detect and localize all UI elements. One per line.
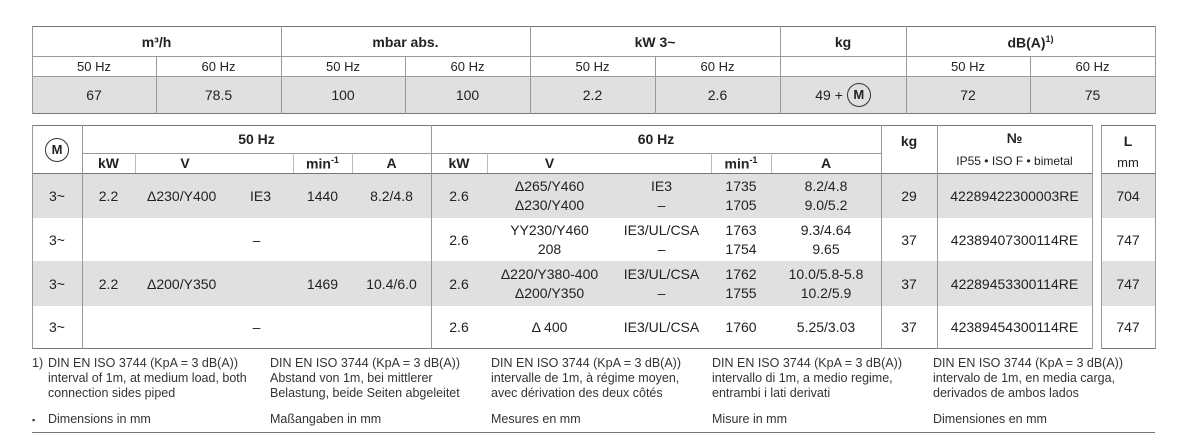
length-cell: 747 xyxy=(1116,319,1140,335)
a60-cell: 10.2/5.9 xyxy=(800,285,852,301)
header-power: kW 3~ xyxy=(634,34,676,50)
bottom-divider xyxy=(32,432,1155,433)
part-number-cell: 42289453300114RE xyxy=(950,276,1079,292)
v60-cell: Δ 400 xyxy=(531,319,568,335)
footnote-english: DIN EN ISO 3744 (KpA = 3 dB(A)) interval of 1m, at medium load, both connection sides piped xyxy=(48,356,247,400)
a60-cell: 8.2/4.8 xyxy=(804,178,848,194)
dash50-cell: – xyxy=(252,319,261,335)
freq-label: 50 Hz xyxy=(575,59,610,74)
dimensions-french: Mesures en mm xyxy=(491,412,581,426)
header-length: L xyxy=(1123,133,1133,149)
header-flow: m³/h xyxy=(141,34,172,50)
kw60-cell: 2.6 xyxy=(449,319,469,335)
footnote-italian: DIN EN ISO 3744 (KpA = 3 dB(A)) intervallo di 1m, a medio regime, entrambi i lati derivati xyxy=(712,356,903,400)
footnote-german: DIN EN ISO 3744 (KpA = 3 dB(A)) Abstand von 1m, bei mittlerer Belastung, beide Seiten abgeleitet xyxy=(270,356,461,400)
phase-cell: 3~ xyxy=(49,276,65,292)
a60-cell: 5.25/3.03 xyxy=(796,319,856,335)
value-power-50: 2.2 xyxy=(582,87,603,103)
header-kg: kg xyxy=(900,133,918,149)
a60-cell: 10.0/5.8-5.8 xyxy=(788,266,864,282)
freq-label: 50 Hz xyxy=(77,59,111,74)
subheader-kw: kW xyxy=(448,155,470,171)
ie60-cell: – xyxy=(657,285,666,301)
v60-cell: Δ200/Y350 xyxy=(514,285,585,301)
a60-cell: 9.3/4.64 xyxy=(800,222,852,238)
dimensions-english: Dimensions in mm xyxy=(48,412,151,426)
value-flow-50: 67 xyxy=(86,87,102,103)
footnote-marker: 1) xyxy=(32,356,44,370)
kw50-cell: 2.2 xyxy=(98,276,119,292)
footnote-spanish: DIN EN ISO 3744 (KpA = 3 dB(A)) intervalo de 1m, en media carga, derivados de ambos lados xyxy=(933,356,1124,400)
v60-cell: 208 xyxy=(537,241,562,257)
header-number: № xyxy=(1006,130,1023,146)
subheader-min: $\min^{-1}$ xyxy=(724,155,758,172)
subheader-kw: kW xyxy=(98,155,119,171)
v60-cell: Δ265/Y460 xyxy=(514,178,585,194)
motor-circle-icon: M xyxy=(45,138,69,162)
subheader-a: A xyxy=(386,155,397,171)
header-number-sub: IP55 • ISO F • bimetal xyxy=(956,154,1073,168)
min60-cell: 1760 xyxy=(725,319,757,335)
ie60-cell: – xyxy=(657,241,666,257)
kg-cell: 37 xyxy=(901,319,917,335)
subheader-a: A xyxy=(820,155,832,171)
min60-cell: 1763 xyxy=(725,222,757,238)
ie50-cell: IE3 xyxy=(250,188,272,204)
length-cell: 747 xyxy=(1116,232,1140,248)
ie60-cell: IE3/UL/CSA xyxy=(623,319,700,335)
part-number-cell: 42289422300003RE xyxy=(950,188,1079,204)
min50-cell: 1440 xyxy=(306,188,339,204)
kw60-cell: 2.6 xyxy=(449,188,469,204)
value-noise-50: 72 xyxy=(960,87,976,103)
value-power-60: 2.6 xyxy=(707,87,728,103)
part-number-cell: 42389407300114RE xyxy=(950,232,1079,248)
a60-cell: 9.0/5.2 xyxy=(804,197,848,213)
min60-cell: 1754 xyxy=(725,241,757,257)
value-pressure-50: 100 xyxy=(331,87,355,103)
dimensions-spanish: Dimensiones en mm xyxy=(933,412,1047,426)
freq-label: 50 Hz xyxy=(326,59,360,74)
freq-label: 60 Hz xyxy=(450,59,485,74)
v60-cell: Δ230/Y400 xyxy=(514,197,585,213)
kw60-cell: 2.6 xyxy=(449,232,469,248)
v60-cell: YY230/Y460 xyxy=(510,222,589,238)
freq-label: 50 Hz xyxy=(951,59,985,74)
part-number-cell: 42389454300114RE xyxy=(950,319,1079,335)
header-pressure: mbar abs. xyxy=(372,34,439,50)
v50-cell: Δ230/Y400 xyxy=(147,188,217,204)
a60-cell: 9.65 xyxy=(812,241,840,257)
bullet-icon: ▪ xyxy=(32,415,36,425)
header-noise: $dB(A)^{1)}$ xyxy=(1007,34,1054,51)
subheader-v: V xyxy=(544,155,555,171)
freq-label: 60 Hz xyxy=(1075,59,1110,74)
kw60-cell: 2.6 xyxy=(449,276,469,292)
v60-cell: Δ220/Y380-400 xyxy=(500,266,599,282)
dimensions-german: Maßangaben in mm xyxy=(270,412,382,426)
phase-cell: 3~ xyxy=(49,188,65,204)
value-noise-60: 75 xyxy=(1084,87,1101,103)
length-cell: 747 xyxy=(1116,276,1140,292)
a50-cell: 8.2/4.8 xyxy=(370,188,413,204)
min60-cell: 1735 xyxy=(725,178,757,194)
min60-cell: 1762 xyxy=(725,266,757,282)
v50-cell: Δ200/Y350 xyxy=(147,276,217,292)
dimensions-italian: Misure in mm xyxy=(712,412,788,426)
length-cell: 704 xyxy=(1116,188,1140,204)
dash50-cell: – xyxy=(252,232,261,248)
kg-cell: 37 xyxy=(901,276,917,292)
subheader-v: V xyxy=(180,155,190,171)
phase-cell: 3~ xyxy=(49,319,65,335)
ie60-cell: IE3/UL/CSA xyxy=(623,222,700,238)
header-50hz: 50 Hz xyxy=(238,131,275,147)
motor-circle-icon: M xyxy=(847,83,871,107)
kg-cell: 29 xyxy=(901,188,917,204)
motor-header xyxy=(32,138,82,162)
value-pressure-60: 100 xyxy=(455,87,480,103)
freq-label: 60 Hz xyxy=(700,59,735,74)
min50-cell: 1469 xyxy=(306,276,339,292)
min60-cell: 1705 xyxy=(725,197,757,213)
ie60-cell: IE3/UL/CSA xyxy=(623,266,700,282)
header-weight: kg xyxy=(834,34,852,50)
value-flow-60: 78.5 xyxy=(204,87,233,103)
kw50-cell: 2.2 xyxy=(98,188,119,204)
ie60-cell: – xyxy=(657,197,666,213)
footnote-french: DIN EN ISO 3744 (KpA = 3 dB(A)) intervalle de 1m, à régime moyen, avec dérivation des deux côtés xyxy=(491,356,682,400)
header-60hz: 60 Hz xyxy=(637,131,675,147)
kg-cell: 37 xyxy=(901,232,917,248)
ie60-cell: IE3 xyxy=(650,178,672,194)
phase-cell: 3~ xyxy=(49,232,65,248)
header-length-unit: mm xyxy=(1117,155,1139,170)
freq-label: 60 Hz xyxy=(201,59,236,74)
a50-cell: 10.4/6.0 xyxy=(366,276,417,292)
min60-cell: 1755 xyxy=(725,285,757,301)
subheader-min: $\min^{-1}$ xyxy=(306,155,339,172)
value-weight: 49 + M xyxy=(780,83,906,107)
